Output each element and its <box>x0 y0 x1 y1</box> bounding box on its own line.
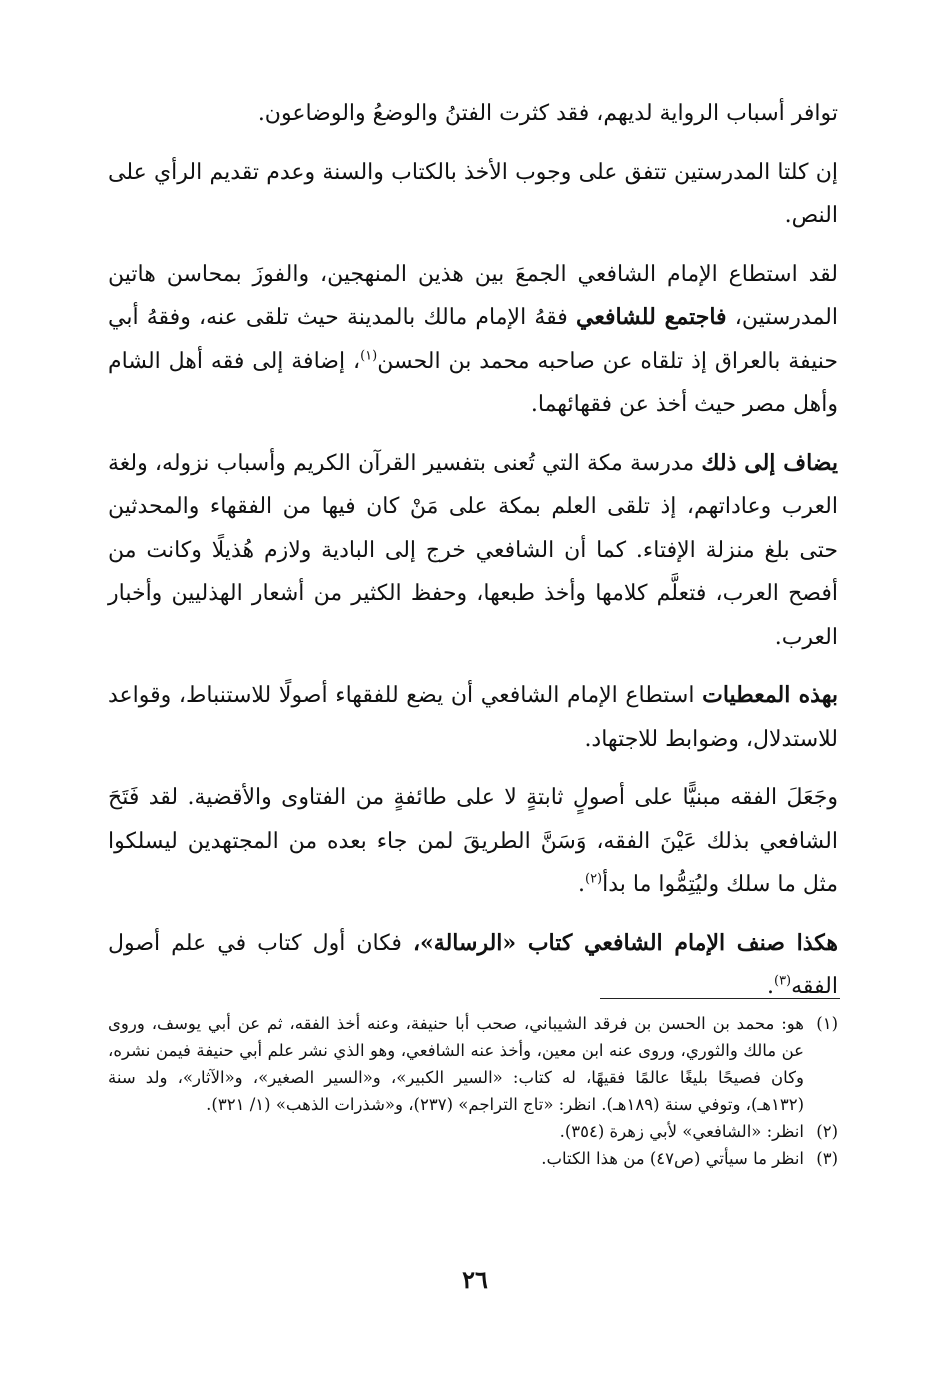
text-run: . <box>766 974 774 999</box>
bold-phrase: بهذه المعطيات <box>702 682 838 708</box>
footnote-text: هو: محمد بن الحسن بن فرقد الشيباني، صحب أبا حنيفة، وعنه أخذ الفقه، ثم عن أبي يوسف، وروى عن مالك والثوري، وروى عنه ابن معين، وأخذ عنه الشافعي، وهو الذي نشر علم أبي حنيفة فيمن نشره، وكان فصيحًا بليغًا عالمًا فقيهًا، له كتاب: «السير الكبير»، و«السير الصغير»، و«الآثار»، ولد سنة (١٣٢هـ)، وتوفي سنة (١٨٩هـ). انظر: «تاج التراجم» (٢٣٧)، و«شذرات الذهب» (١/ ٣٢١). <box>108 1014 804 1114</box>
text-run: . <box>577 872 585 897</box>
bold-phrase: فاجتمع للشافعي <box>576 304 727 330</box>
text-run: استطاع الإمام الشافعي أن يضع للفقهاء أصولًا للاستنباط، وقواعد للاستدلال، وضوابط للاجتهاد. <box>108 683 838 752</box>
bold-phrase: يضاف إلى ذلك <box>701 449 838 476</box>
paragraph <box>108 674 838 761</box>
footnote-reference: (١) <box>360 348 378 364</box>
paragraph <box>108 922 838 1009</box>
footnote-reference: (٢) <box>584 871 603 887</box>
text-run: إن كلتا المدرستين تتفق على وجوب الأخذ بالكتاب والسنة وعدم تقديم الرأي على النص. <box>108 159 838 228</box>
paragraph <box>108 151 838 238</box>
footnotes <box>108 1010 838 1172</box>
text-run: لقد استطاع الإمام الشافعي الجمعَ بين هذين المنهجين، والفوزَ بمحاسن هاتين المدرستين، <box>108 261 839 330</box>
text-run: توافر أسباب الرواية لديهم، فقد كثرت الفتنُ والوضعُ والوضاعون. <box>257 101 838 126</box>
paragraph <box>108 253 838 427</box>
text-run: وجَعَلَ الفقه مبنيًّا على أصولٍ ثابتةٍ لا على طائفةٍ من الفتاوى والأقضية. لقد فَتَحَ الشافعي بذلك عَيْنَ الفقه، وَسَنَّ الطريقَ لمن جاء بعده من المجتهدين ليسلكوا مثل ما سلك وليُتِمُّوا ما بدأ <box>108 785 838 897</box>
text-run: ، إضافة إلى فقه أهل الشام وأهل مصر حيث أخذ عن فقهائهما. <box>108 348 838 417</box>
footnote <box>108 1010 838 1118</box>
bold-phrase: هكذا صنف الإمام الشافعي كتاب «الرسالة»، <box>412 929 838 956</box>
footnote-number: (١) <box>816 1014 838 1033</box>
paragraph <box>108 776 838 907</box>
text-run: فقهُ الإمام مالك بالمدينة حيث تلقى عنه، وفقهُ أبي حنيفة بالعراق إذ تلقاه عن صاحبه محمد بن الحسن <box>108 305 839 374</box>
page-number: ٢٦ <box>462 1265 488 1294</box>
footnote-number: (٣) <box>816 1149 838 1168</box>
paragraph <box>108 442 838 660</box>
footnote-text: انظر: «الشافعي» لأبي زهرة (٣٥٤). <box>559 1122 804 1141</box>
footnote <box>108 1118 838 1145</box>
footnote <box>108 1145 838 1172</box>
text-run: مدرسة مكة التي تُعنى بتفسير القرآن الكريم وأسباب نزوله، ولغة العرب وعاداتهم، إذ تلقى العلم بمكة على مَنْ كان فيها من الفقهاء والمحدثين حتى بلغ منزلة الإفتاء. كما أن الشافعي خرج إلى البادية ولازم هُذيلًا وكانت من أفصح العرب، فتعلَّم كلامها وأخذ طبعها، وحفظ الكثير من أشعار الهذليين وأخبار العرب. <box>108 450 839 650</box>
text-run: فكان أول كتاب في علم أصول الفقه <box>108 930 838 999</box>
footnote-separator <box>600 998 840 999</box>
footnote-number: (٢) <box>816 1122 838 1141</box>
paragraph <box>108 92 838 136</box>
main-text <box>108 92 838 1024</box>
footnote-text: انظر ما سيأتي (ص٤٧) من هذا الكتاب. <box>541 1149 804 1168</box>
footnote-reference: (٣) <box>773 973 792 989</box>
